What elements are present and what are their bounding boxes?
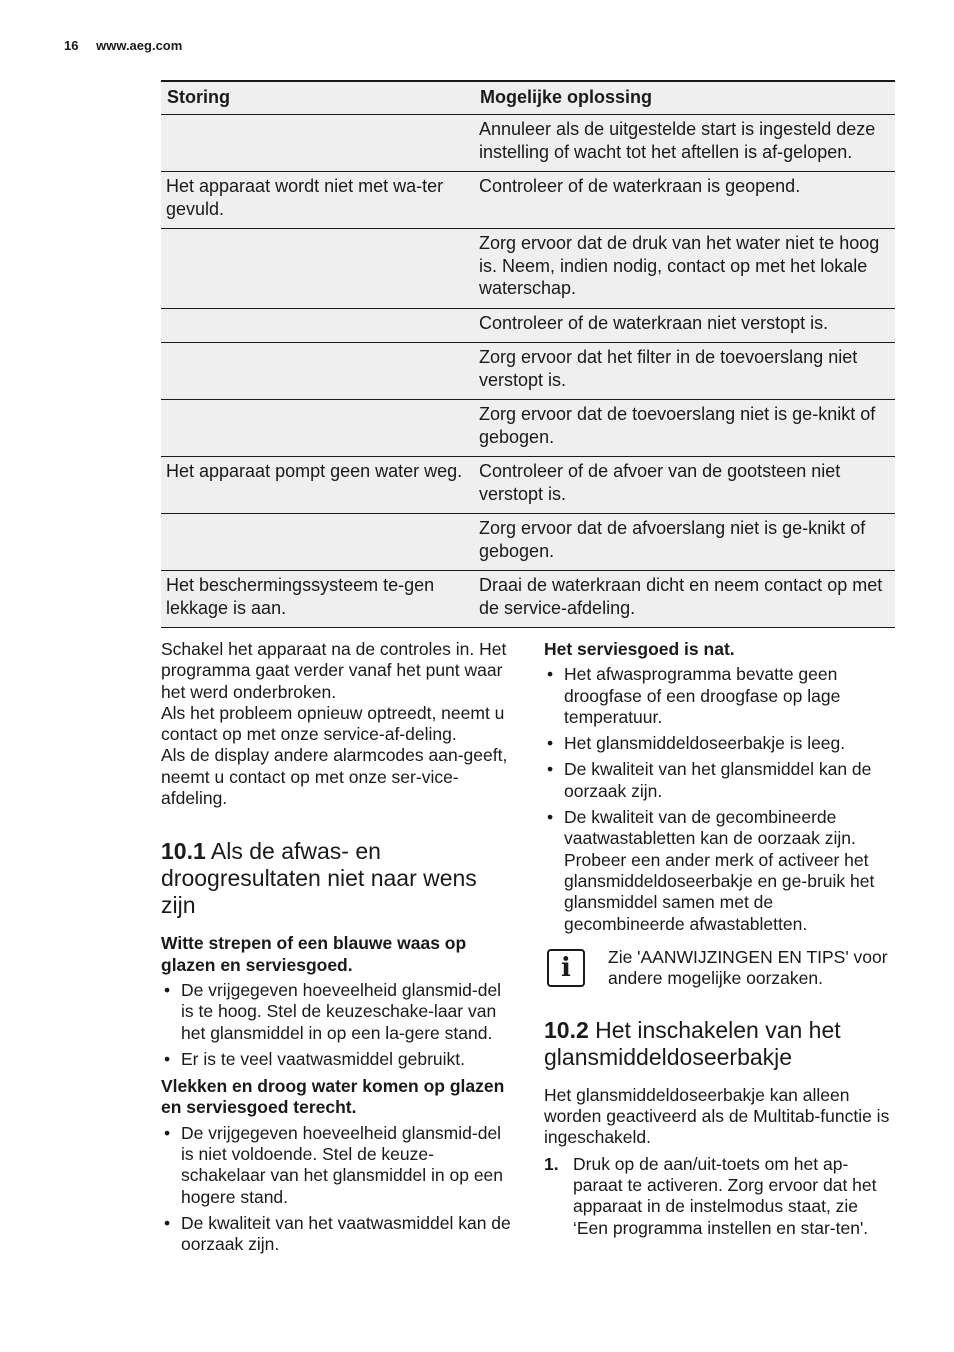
troubleshooting-table	[161, 80, 895, 628]
website-link[interactable]: www.aeg.com	[96, 38, 183, 53]
table-row	[161, 343, 895, 400]
intro-paragraph: Als het probleem opnieuw optreedt, neemt u contact op met onze service-af-deling.	[161, 702, 505, 745]
cell-storing	[161, 514, 474, 571]
cell-storing	[161, 115, 474, 172]
cell-storing	[161, 343, 474, 400]
table-row	[161, 172, 895, 229]
intro-paragraph: Schakel het apparaat na de controles in. Het programma gaat verder vanaf het punt waar het werd onderbroken.	[161, 639, 507, 702]
step-number: 1.	[544, 1153, 559, 1174]
table-row	[161, 514, 895, 571]
cell-oplossing: Annuleer als de uitgestelde start is ingesteld deze instelling of wacht tot het aftellen is af-gelopen.	[474, 115, 895, 172]
left-column	[161, 639, 516, 1261]
table-row	[161, 308, 895, 343]
section-heading-10-1	[161, 838, 516, 919]
note-text: Zie 'AANWIJZINGEN EN TIPS' voor andere mogelijke oorzaken.	[608, 946, 888, 989]
list-item: • De kwaliteit van het glansmiddel kan de oorzaak zijn.	[544, 759, 896, 802]
subheading: Het serviesgoed is nat.	[544, 639, 735, 659]
info-icon: i	[547, 949, 585, 987]
right-column	[544, 639, 896, 1239]
steps-list	[544, 1154, 896, 1239]
list-item: • Het glansmiddeldoseerbakje is leeg.	[544, 733, 896, 754]
section-title: Het inschakelen van het glansmiddeldoseerbakje	[544, 1016, 841, 1070]
section-number: 10.1	[161, 838, 206, 865]
list-item: • De kwaliteit van de gecombineerde vaatwastabletten kan de oorzaak zijn. Probeer een ander merk of activeer het glansmiddeldoseerbakje en ge-bruik het glansmiddel samen met de gecombineerde afwastabletten.	[544, 807, 896, 935]
step-item	[544, 1154, 896, 1239]
cell-oplossing: Zorg ervoor dat het filter in de toevoerslang niet verstopt is.	[474, 343, 895, 400]
bullet-list	[161, 1123, 516, 1256]
page-header	[64, 38, 182, 53]
step-text: Druk op de aan/uit-toets om het ap-paraat te activeren. Zorg ervoor dat het apparaat in de instelmodus staat, zie ‘Een programma instellen en star-ten'.	[573, 1153, 877, 1238]
subheading: Witte strepen of een blauwe waas op glazen en serviesgoed.	[161, 933, 467, 975]
intro-paragraph: Als de display andere alarmcodes aan-geeft, neemt u contact op met onze ser-vice-afdeling.	[161, 745, 508, 809]
column-header-oplossing: Mogelijke oplossing	[474, 81, 895, 115]
bullet-list	[161, 980, 516, 1070]
cell-storing	[161, 229, 474, 309]
cell-storing: Het apparaat pompt geen water weg.	[161, 457, 474, 514]
table-row	[161, 571, 895, 628]
table-row	[161, 115, 895, 172]
bullet-list	[544, 664, 896, 935]
section-heading-10-2	[544, 1017, 896, 1071]
list-item: • De kwaliteit van het vaatwasmiddel kan de oorzaak zijn.	[161, 1213, 516, 1256]
section-number: 10.2	[544, 1016, 589, 1043]
list-item: • Het afwasprogramma bevatte geen droogfase of een droogfase op lage temperatuur.	[544, 664, 896, 728]
subheading: Vlekken en droog water komen op glazen en serviesgoed terecht.	[161, 1076, 505, 1118]
cell-oplossing: Controleer of de waterkraan niet verstopt is.	[474, 308, 895, 343]
cell-storing: Het beschermingssysteem te-gen lekkage is aan.	[161, 571, 474, 628]
section-title: Als de afwas- en droogresultaten niet naar wens zijn	[161, 838, 477, 919]
column-header-storing: Storing	[161, 81, 474, 115]
info-note	[544, 947, 896, 993]
section-intro: Het glansmiddeldoseerbakje kan alleen worden geactiveerd als de Multitab-functie is ingeschakeld.	[544, 1084, 890, 1148]
cell-oplossing: Draai de waterkraan dicht en neem contact op met de service-afdeling.	[474, 571, 895, 628]
list-item: • De vrijgegeven hoeveelheid glansmid-del is niet voldoende. Stel de keuze-schakelaar van het glansmiddel in op een hogere stand.	[161, 1123, 516, 1208]
cell-storing	[161, 308, 474, 343]
table-row	[161, 400, 895, 457]
cell-oplossing: Zorg ervoor dat de druk van het water niet te hoog is. Neem, indien nodig, contact op met het lokale waterschap.	[474, 229, 895, 309]
page-number: 16	[64, 38, 79, 53]
cell-storing: Het apparaat wordt niet met wa-ter gevuld.	[161, 172, 474, 229]
table-row	[161, 229, 895, 309]
list-item: • Er is te veel vaatwasmiddel gebruikt.	[161, 1049, 516, 1070]
cell-oplossing: Zorg ervoor dat de toevoerslang niet is ge-knikt of gebogen.	[474, 400, 895, 457]
list-item: • De vrijgegeven hoeveelheid glansmid-del is te hoog. Stel de keuzeschake-laar van het glansmiddel in op een la-gere stand.	[161, 980, 516, 1044]
cell-oplossing: Controleer of de afvoer van de gootsteen niet verstopt is.	[474, 457, 895, 514]
cell-oplossing: Controleer of de waterkraan is geopend.	[474, 172, 895, 229]
table-header-row	[161, 81, 895, 115]
cell-oplossing: Zorg ervoor dat de afvoerslang niet is ge-knikt of gebogen.	[474, 514, 895, 571]
table-row	[161, 457, 895, 514]
cell-storing	[161, 400, 474, 457]
